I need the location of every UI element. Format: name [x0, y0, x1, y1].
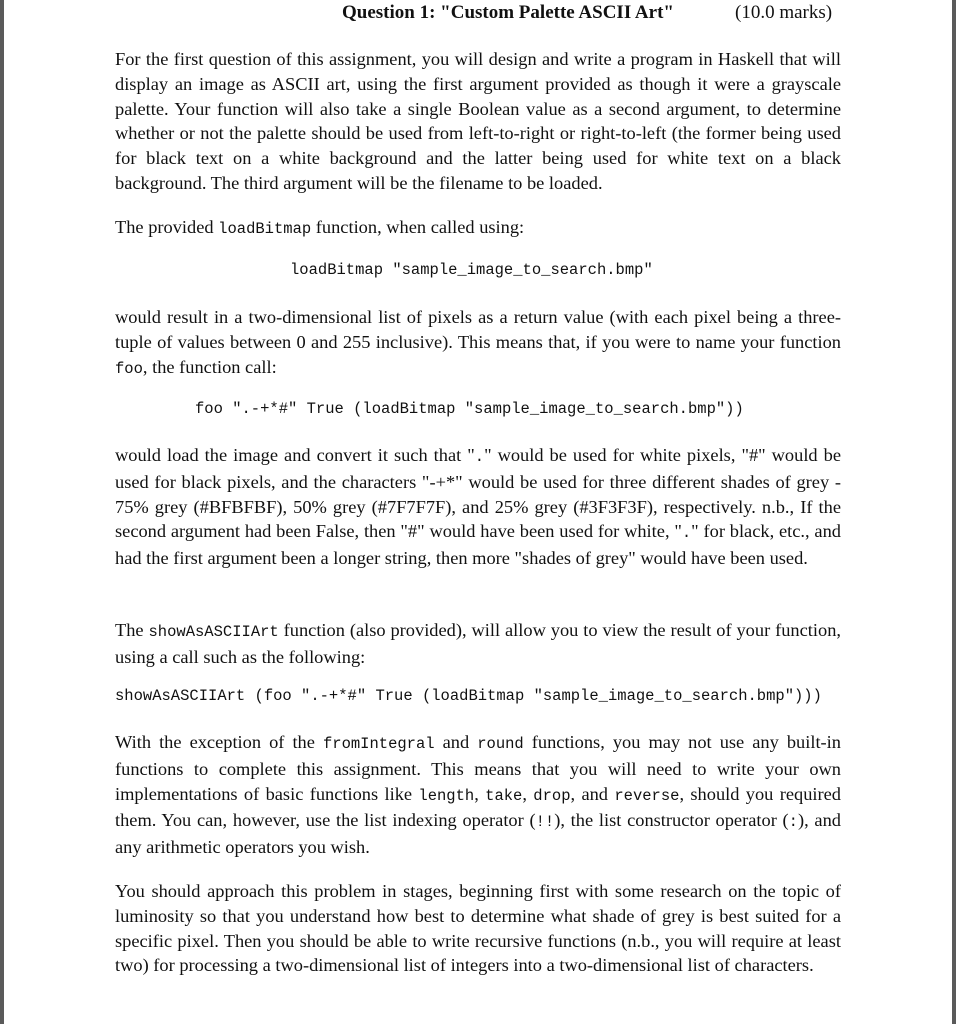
inline-code: drop — [533, 786, 571, 805]
code-foo-call: foo ".-+*#" True (loadBitmap "sample_image_to_search.bmp")) — [195, 400, 744, 418]
inline-code: . — [681, 524, 692, 543]
inline-code: foo — [115, 359, 143, 378]
paragraph-text: , and — [570, 783, 615, 804]
right-window-edge — [952, 0, 956, 1024]
paragraph-approach — [115, 879, 841, 978]
left-window-edge — [0, 0, 4, 1024]
paragraph-text: ), the list constructor operator ( — [554, 810, 789, 831]
paragraph-text: would load the image and convert it such that " — [115, 445, 475, 465]
question-marks: (10.0 marks) — [735, 2, 833, 23]
paragraph-text: would result in a two-dimensional list of pixels as a return value (with each pixel being a three-tuple of values between 0 and 255 inclusive). This means that, if you were to name your function — [115, 307, 841, 352]
question-title: Question 1: "Custom Palette ASCII Art" — [342, 2, 674, 23]
paragraph-conversion — [115, 443, 841, 571]
paragraph-text: , should you required them. You can, however, use the list indexing operator ( — [115, 783, 841, 831]
inline-code: reverse — [614, 786, 680, 805]
paragraph-text: " for black, etc., and had the first argument been a longer string, then more "shades of grey" would have been used. — [115, 521, 841, 568]
paragraph-text: function, when called using: — [311, 217, 525, 237]
paragraph-text: The provided — [115, 217, 219, 237]
inline-code: take — [485, 786, 523, 805]
paragraph-loadbitmap — [115, 215, 841, 242]
inline-code: length — [418, 786, 475, 805]
inline-code: fromIntegral — [322, 735, 435, 753]
paragraph-text: functions, you may not use any built-in functions to complete this assignment. This means that you will need to write your own implementations of basic functions like — [115, 732, 841, 804]
paragraph-text: and — [434, 732, 478, 752]
paragraph-text: ), and any arithmetic operators you wish. — [115, 810, 841, 857]
paragraph-restrictions — [115, 730, 841, 860]
inline-code: . — [474, 448, 485, 466]
code-loadbitmap-call: loadBitmap "sample_image_to_search.bmp" — [290, 261, 653, 279]
paragraph-text: function (also provided), will allow you to view the result of your function, using a call such as the following: — [115, 620, 841, 667]
paragraph-text: With the exception of the — [115, 732, 323, 752]
paragraph-showasasciiart — [115, 618, 841, 670]
inline-code: round — [477, 735, 524, 753]
inline-code: showAsASCIIArt — [148, 623, 279, 641]
paragraph-text: , — [474, 783, 486, 804]
inline-code: loadBitmap — [218, 220, 312, 238]
paragraph-text: " would be used for white pixels, "#" would be used for black pixels, and the characters "-+*" would be used for three different shades of grey - 75% grey (#BFBFBF), 50% grey (#7F7F7F), and 25% grey (#3F3F3F), respectively. n.b., If the second argument had been False, then "#" would have been used for white, " — [115, 445, 841, 542]
paragraph-text: The — [115, 620, 149, 640]
paragraph-text: , — [522, 783, 534, 804]
inline-code: : — [788, 813, 798, 832]
inline-code: !! — [535, 813, 555, 832]
paragraph-text: You should approach this problem in stages, beginning first with some research on the topic of luminosity so that you understand how best to determine what shade of grey is best suited for a specific pixel. Then you should be able to write recursive functions (n.b., you will require at least two) for processing a two-dimensional list of integers into a two-dimensional list of characters. — [115, 881, 841, 976]
code-show-call: showAsASCIIArt (foo ".-+*#" True (loadBitmap "sample_image_to_search.bmp"))) — [115, 687, 822, 705]
paragraph-return-value — [115, 305, 841, 381]
paragraph-intro — [115, 47, 841, 196]
paragraph-text: , the function call: — [142, 356, 277, 377]
paragraph-text: For the first question of this assignment, you will design and write a program in Haskell that will display an image as ASCII art, using the first argument provided as though it were a grayscale palette. Your function will also take a single Boolean value as a second argument, to determine whether or not the palette should be used from left-to-right or right-to-left (the former being used for black text on a white background and the latter being used for white text on a black background. The third argument will be the filename to be loaded. — [115, 49, 841, 193]
